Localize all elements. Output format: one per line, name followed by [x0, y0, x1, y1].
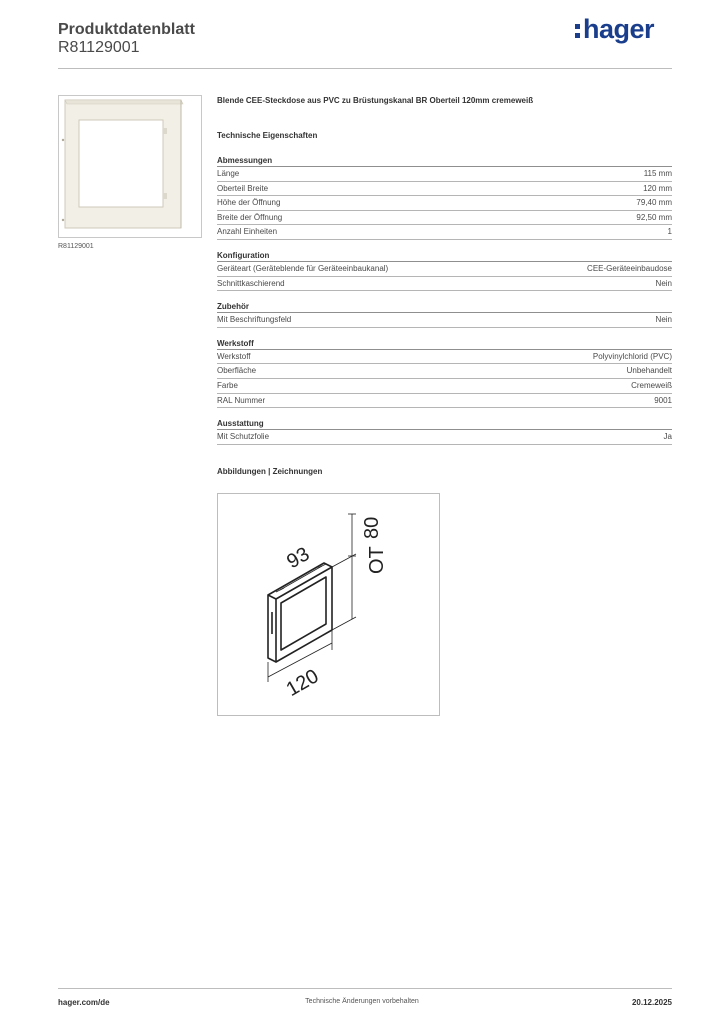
- product-description: Blende CEE-Steckdose aus PVC zu Brüstungskanal BR Oberteil 120mm cremeweiß: [217, 96, 534, 105]
- row-value: Cremeweiß: [631, 380, 672, 390]
- frame-plate-illustration: [59, 96, 201, 237]
- group-title: Ausstattung: [217, 418, 672, 430]
- row-value: 79,40 mm: [636, 198, 672, 208]
- row-value: Unbehandelt: [626, 366, 672, 376]
- dim-height: 80: [361, 516, 383, 539]
- hager-logo: [575, 14, 654, 45]
- row-value: 1: [667, 227, 672, 237]
- footer-notice: Technische Änderungen vorbehalten: [305, 998, 419, 1005]
- document-title: Produktdatenblatt: [58, 21, 195, 38]
- table-row: [217, 313, 672, 328]
- table-row: [217, 182, 672, 197]
- row-value: Polyvinylchlorid (PVC): [592, 351, 672, 361]
- row-label: Oberfläche: [217, 366, 257, 376]
- row-value: 92,50 mm: [636, 212, 672, 222]
- dim-opening-width: 93: [283, 543, 314, 574]
- row-label: Geräteart (Geräteblende für Geräteeinbaukanal): [217, 263, 389, 273]
- row-label: Mit Beschriftungsfeld: [217, 315, 292, 325]
- product-number: R81129001: [58, 39, 140, 56]
- row-value: CEE-Geräteeinbaudose: [587, 263, 672, 273]
- row-value: Nein: [655, 278, 672, 288]
- footer-date: 20.12.2025: [631, 998, 672, 1007]
- row-value: 115 mm: [643, 169, 672, 178]
- row-value: Nein: [655, 315, 672, 325]
- table-row: [217, 167, 672, 182]
- table-row: [217, 350, 672, 365]
- row-label: Breite der Öffnung: [217, 212, 283, 222]
- group-abmessungen: [217, 155, 672, 240]
- tech-heading: Technische Eigenschaften: [217, 131, 318, 140]
- group-title: Abmessungen: [217, 155, 672, 167]
- group-title: Zubehör: [217, 301, 672, 313]
- row-label: Mit Schutzfolie: [217, 432, 270, 442]
- technical-drawing: [217, 493, 440, 716]
- logo-text: hager: [582, 14, 654, 44]
- row-value: Ja: [663, 432, 672, 442]
- group-zubehoer: [217, 301, 672, 328]
- row-label: Farbe: [217, 380, 238, 390]
- dimension-drawing: [218, 494, 439, 715]
- header-divider: [58, 68, 672, 69]
- footer-divider: [58, 988, 672, 989]
- row-value: 9001: [654, 395, 672, 405]
- table-row: [217, 262, 672, 277]
- row-value: 120 mm: [643, 183, 672, 193]
- row-label: Länge: [217, 169, 240, 178]
- main-content: [217, 96, 672, 479]
- table-row: [217, 430, 672, 445]
- group-konfiguration: [217, 250, 672, 291]
- row-label: Schnittkaschierend: [217, 278, 285, 288]
- figures-heading: Abbildungen | Zeichnungen: [217, 466, 323, 476]
- table-row: [217, 394, 672, 409]
- table-row: [217, 211, 672, 226]
- row-label: RAL Nummer: [217, 395, 266, 405]
- group-werkstoff: [217, 338, 672, 408]
- row-label: Oberteil Breite: [217, 183, 269, 193]
- table-row: [217, 364, 672, 379]
- table-row: [217, 379, 672, 394]
- table-row: [217, 225, 672, 240]
- dim-width: 120: [282, 665, 323, 701]
- image-caption: R81129001: [58, 243, 94, 250]
- group-title: Werkstoff: [217, 338, 672, 350]
- group-title: Konfiguration: [217, 250, 672, 262]
- row-label: Höhe der Öffnung: [217, 198, 281, 208]
- footer-website-link[interactable]: hager.com/de: [58, 998, 110, 1007]
- logo-colon-icon: [575, 20, 581, 40]
- product-image: [58, 95, 202, 238]
- table-row: [217, 196, 672, 211]
- group-ausstattung: [217, 418, 672, 445]
- table-row: [217, 277, 672, 292]
- dim-ot: OT: [366, 546, 388, 574]
- row-label: Anzahl Einheiten: [217, 227, 278, 237]
- row-label: Werkstoff: [217, 351, 251, 361]
